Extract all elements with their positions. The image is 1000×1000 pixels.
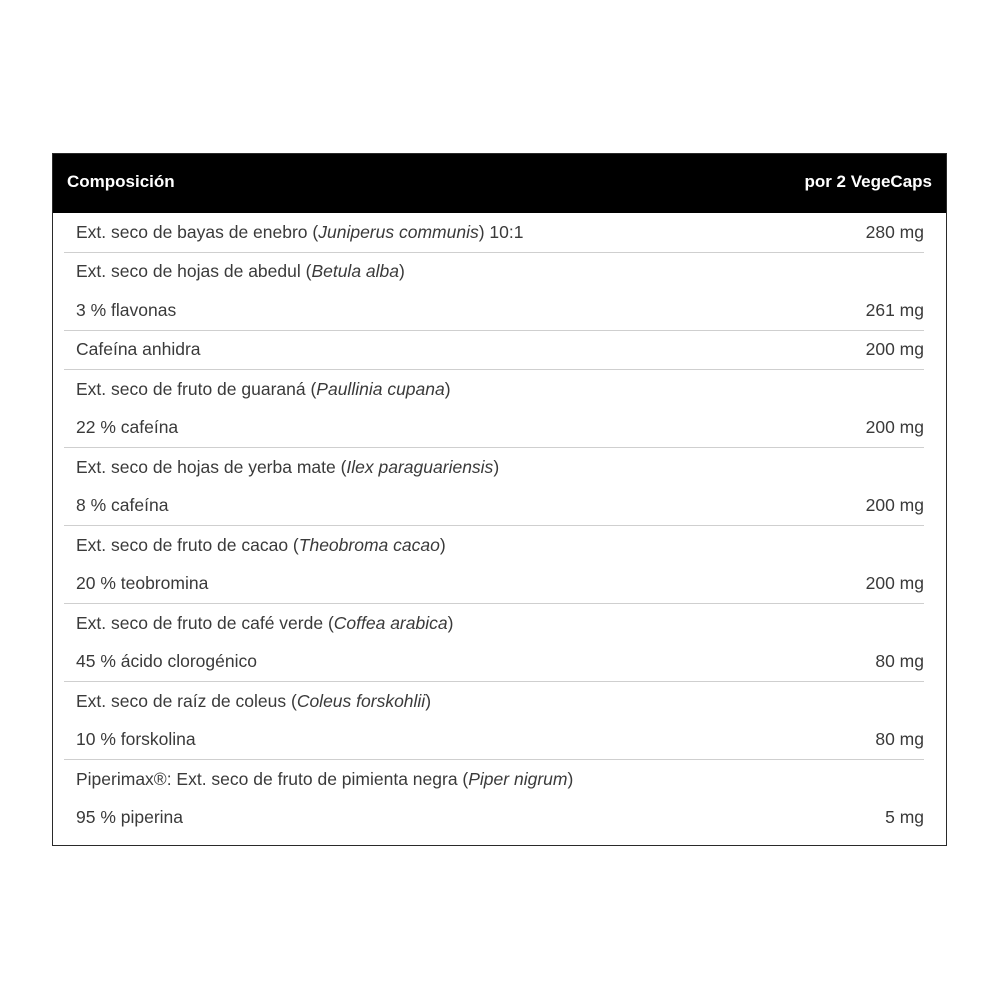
table-row xyxy=(64,682,924,760)
latin-name: Coleus forskohlii xyxy=(296,690,426,711)
ingredient-text: 20 % teobromina xyxy=(76,573,209,594)
table-header xyxy=(53,154,946,213)
ingredient-label xyxy=(76,495,168,516)
ingredient-label xyxy=(76,222,523,243)
table-row xyxy=(64,604,924,682)
ingredient-text: 95 % piperina xyxy=(76,807,184,828)
ingredient-text: Ext. seco de fruto de guaraná ( xyxy=(76,378,317,399)
row-line xyxy=(64,448,924,487)
amount-value: 280 mg xyxy=(865,221,924,242)
amount-value: 200 mg xyxy=(865,495,924,516)
row-line xyxy=(64,682,924,721)
latin-name: Theobroma cacao xyxy=(298,534,440,555)
amount-value: 200 mg xyxy=(865,573,924,594)
row-line xyxy=(64,487,924,526)
row-line xyxy=(64,409,924,448)
ingredient-label xyxy=(76,691,431,712)
row-line xyxy=(64,331,924,370)
row-line xyxy=(64,291,924,330)
amount-value: 200 mg xyxy=(865,417,924,438)
amount-value: 80 mg xyxy=(875,729,924,750)
table-row xyxy=(64,253,924,331)
row-line xyxy=(64,721,924,760)
amount-value: 5 mg xyxy=(885,807,924,828)
ingredient-text-suffix: ) xyxy=(567,768,574,789)
ingredient-text-suffix: ) 10:1 xyxy=(478,221,524,242)
ingredient-text-suffix: ) xyxy=(425,690,432,711)
table-row xyxy=(64,760,924,837)
ingredient-text: Ext. seco de fruto de cacao ( xyxy=(76,534,299,555)
ingredient-text-suffix: ) xyxy=(439,534,446,555)
header-composition: Composición xyxy=(67,171,175,191)
composition-table xyxy=(52,153,947,846)
row-line xyxy=(64,526,924,565)
ingredient-text: Cafeína anhidra xyxy=(76,339,201,360)
ingredient-text: 3 % flavonas xyxy=(76,299,177,320)
ingredient-text: Ext. seco de hojas de yerba mate ( xyxy=(76,456,347,477)
row-line xyxy=(64,565,924,604)
row-line xyxy=(64,643,924,682)
latin-name: Paullinia cupana xyxy=(316,378,445,399)
ingredient-text: Ext. seco de fruto de café verde ( xyxy=(76,612,334,633)
ingredient-text-suffix: ) xyxy=(399,261,405,282)
table-body xyxy=(53,213,946,837)
table-row xyxy=(64,331,924,371)
ingredient-label xyxy=(76,300,176,321)
ingredient-label xyxy=(76,457,499,478)
amount-value: 80 mg xyxy=(875,651,924,672)
ingredient-label xyxy=(76,613,453,634)
ingredient-label xyxy=(76,729,196,750)
ingredient-text-suffix: ) xyxy=(493,456,500,477)
ingredient-text: Ext. seco de hojas de abedul ( xyxy=(76,261,312,282)
row-line xyxy=(64,760,924,799)
latin-name: Piper nigrum xyxy=(468,768,568,789)
row-line xyxy=(64,604,924,643)
ingredient-label xyxy=(76,417,178,438)
ingredient-label xyxy=(76,573,208,594)
table-row xyxy=(64,370,924,448)
latin-name: Juniperus communis xyxy=(318,221,479,242)
ingredient-label xyxy=(76,651,257,672)
ingredient-text-suffix: ) xyxy=(447,612,454,633)
amount-value: 200 mg xyxy=(865,339,924,360)
row-line xyxy=(64,799,924,838)
ingredient-text: 22 % cafeína xyxy=(76,417,179,438)
ingredient-label xyxy=(76,379,451,400)
ingredient-label xyxy=(76,339,201,360)
table-row xyxy=(64,213,924,253)
ingredient-text: 45 % ácido clorogénico xyxy=(76,651,257,672)
table-row xyxy=(64,448,924,526)
header-dose: por 2 VegeCaps xyxy=(804,171,932,191)
row-line xyxy=(64,370,924,409)
ingredient-text: 8 % cafeína xyxy=(76,495,169,516)
amount-value: 261 mg xyxy=(865,299,924,320)
table-row xyxy=(64,526,924,604)
row-line xyxy=(64,213,924,252)
ingredient-text-suffix: ) xyxy=(444,378,451,399)
row-line xyxy=(64,253,924,292)
ingredient-text: 10 % forskolina xyxy=(76,729,196,750)
latin-name: Coffea arabica xyxy=(333,612,448,633)
latin-name: Ilex paraguariensis xyxy=(346,456,494,477)
ingredient-text: Ext. seco de raíz de coleus ( xyxy=(76,690,297,711)
ingredient-text: Piperimax®: Ext. seco de fruto de pimienta negra ( xyxy=(76,768,469,789)
latin-name: Betula alba xyxy=(311,261,400,282)
ingredient-label xyxy=(76,807,183,828)
ingredient-text: Ext. seco de bayas de enebro ( xyxy=(76,221,319,242)
ingredient-label xyxy=(76,769,573,790)
ingredient-label xyxy=(76,535,446,556)
ingredient-label xyxy=(76,261,405,282)
